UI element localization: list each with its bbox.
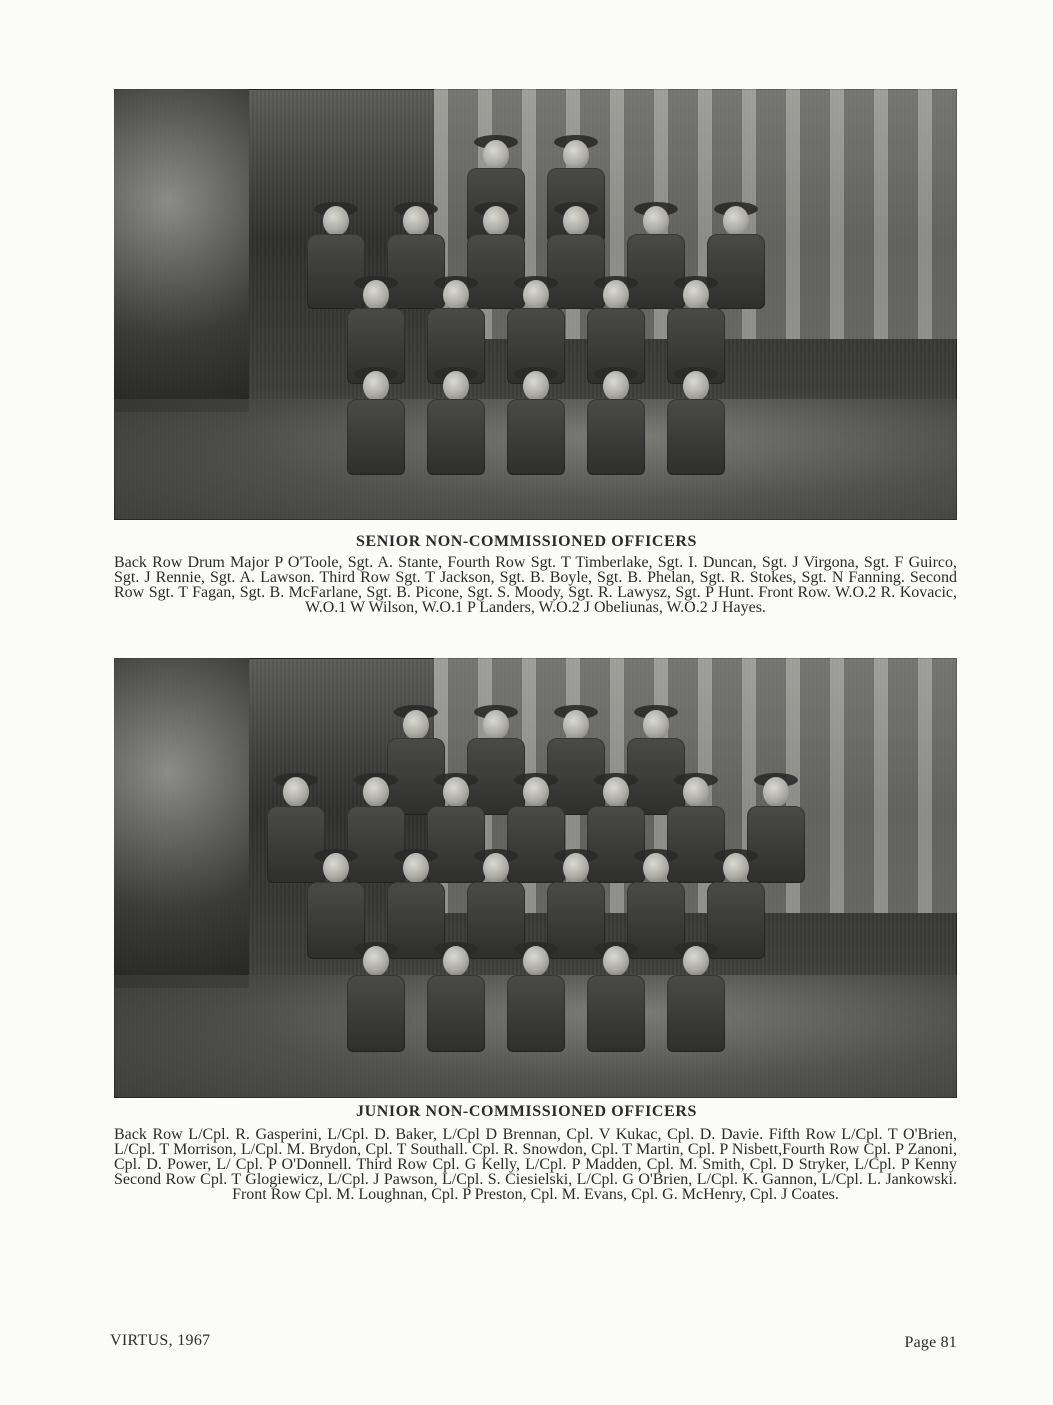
head bbox=[643, 853, 669, 883]
head bbox=[283, 777, 309, 807]
head bbox=[363, 946, 389, 976]
uniform bbox=[347, 975, 405, 1052]
head bbox=[723, 206, 749, 236]
person bbox=[344, 363, 408, 471]
head bbox=[603, 371, 629, 401]
person bbox=[344, 937, 408, 1047]
section-caption: Back Row Drum Major P O'Toole, Sgt. A. Stante, Fourth Row Sgt. T Timberlake, Sgt. I. Duncan, Sgt. J Virgona, Sgt. F Guirco, Sgt. J Rennie, Sgt. A. Lawson. Third Row Sgt. T Jackson, Sgt. B. Boyle, Sgt. B. Phelan, Sgt. R. Stokes, Sgt. N Fanning. Second Row Sgt. T Fagan, Sgt. B. McFarlane, Sgt. B. Picone, Sgt. S. Moody, Sgt. R. Lawysz, Sgt. P Hunt. Front Row. W.O.2 R. Kovacic, W.O.1 W Wilson, W.O.1 P Landers, W.O.2 J Obeliunas, W.O.2 J Hayes. bbox=[114, 554, 957, 616]
person bbox=[504, 363, 568, 471]
publication-footer: VIRTUS, 1967 bbox=[110, 1332, 211, 1349]
head bbox=[523, 946, 549, 976]
person bbox=[424, 937, 488, 1047]
uniform bbox=[427, 399, 485, 474]
head bbox=[443, 371, 469, 401]
head bbox=[483, 206, 509, 236]
head bbox=[403, 206, 429, 236]
head bbox=[363, 371, 389, 401]
uniform bbox=[667, 975, 725, 1052]
head bbox=[443, 280, 469, 310]
head bbox=[683, 371, 709, 401]
head bbox=[523, 777, 549, 807]
person bbox=[584, 363, 648, 471]
head bbox=[443, 777, 469, 807]
head bbox=[563, 140, 589, 170]
head bbox=[603, 280, 629, 310]
uniform bbox=[347, 399, 405, 474]
person bbox=[664, 363, 728, 471]
head bbox=[683, 280, 709, 310]
junior-nco-group-photo bbox=[114, 658, 957, 1098]
head bbox=[603, 946, 629, 976]
person bbox=[504, 937, 568, 1047]
head bbox=[363, 280, 389, 310]
head bbox=[563, 853, 589, 883]
uniform bbox=[667, 399, 725, 474]
uniform bbox=[587, 399, 645, 474]
section-title: JUNIOR NON-COMMISSIONED OFFICERS bbox=[356, 1103, 697, 1120]
officers-group bbox=[181, 676, 889, 1098]
section-title: SENIOR NON-COMMISSIONED OFFICERS bbox=[355, 533, 697, 550]
head bbox=[643, 206, 669, 236]
head bbox=[683, 946, 709, 976]
head bbox=[523, 371, 549, 401]
uniform bbox=[427, 975, 485, 1052]
head bbox=[563, 206, 589, 236]
uniform bbox=[587, 975, 645, 1052]
head bbox=[603, 777, 629, 807]
head bbox=[643, 710, 669, 740]
head bbox=[363, 777, 389, 807]
front-row bbox=[181, 363, 889, 471]
senior-nco-group-photo bbox=[114, 89, 957, 520]
head bbox=[323, 853, 349, 883]
page-number: Page 81 bbox=[904, 1334, 957, 1351]
head bbox=[483, 140, 509, 170]
uniform bbox=[507, 399, 565, 474]
front-row bbox=[181, 937, 889, 1047]
head bbox=[323, 206, 349, 236]
person bbox=[424, 363, 488, 471]
head bbox=[563, 710, 589, 740]
person bbox=[584, 937, 648, 1047]
head bbox=[403, 853, 429, 883]
person bbox=[664, 937, 728, 1047]
head bbox=[763, 777, 789, 807]
head bbox=[723, 853, 749, 883]
head bbox=[683, 777, 709, 807]
section-caption: Back Row L/Cpl. R. Gasperini, L/Cpl. D. Baker, L/Cpl D Brennan, Cpl. V Kukac, Cpl. D. Davie. Fifth Row L/Cpl. T O'Brien, L/Cpl. T Morrison, L/Cpl. M. Brydon, Cpl. T Southall. Cpl. R. Snowdon, Cpl. T Martin, Cpl. P Nisbett,Fourth Row Cpl. P Zanoni, Cpl. D. Power, L/ Cpl. P O'Donnell. Third Row Cpl. G Kelly, L/Cpl. P Madden, Cpl. M. Smith, Cpl. D Stryker, L/Cpl. P Kenny Second Row Cpl. T Glogiewicz, L/Cpl. J Pawson, L/Cpl. S. Ciesielski, L/Cpl. G O'Brien, L/Cpl. K. Gannon, L/Cpl. L. Jankowski. Front Row Cpl. M. Loughnan, Cpl. P Preston, Cpl. M. Evans, Cpl. G. McHenry, Cpl. J Coates. bbox=[114, 1126, 957, 1203]
head bbox=[443, 946, 469, 976]
head bbox=[483, 710, 509, 740]
head bbox=[523, 280, 549, 310]
head bbox=[483, 853, 509, 883]
officers-group bbox=[181, 106, 889, 520]
head bbox=[403, 710, 429, 740]
uniform bbox=[507, 975, 565, 1052]
